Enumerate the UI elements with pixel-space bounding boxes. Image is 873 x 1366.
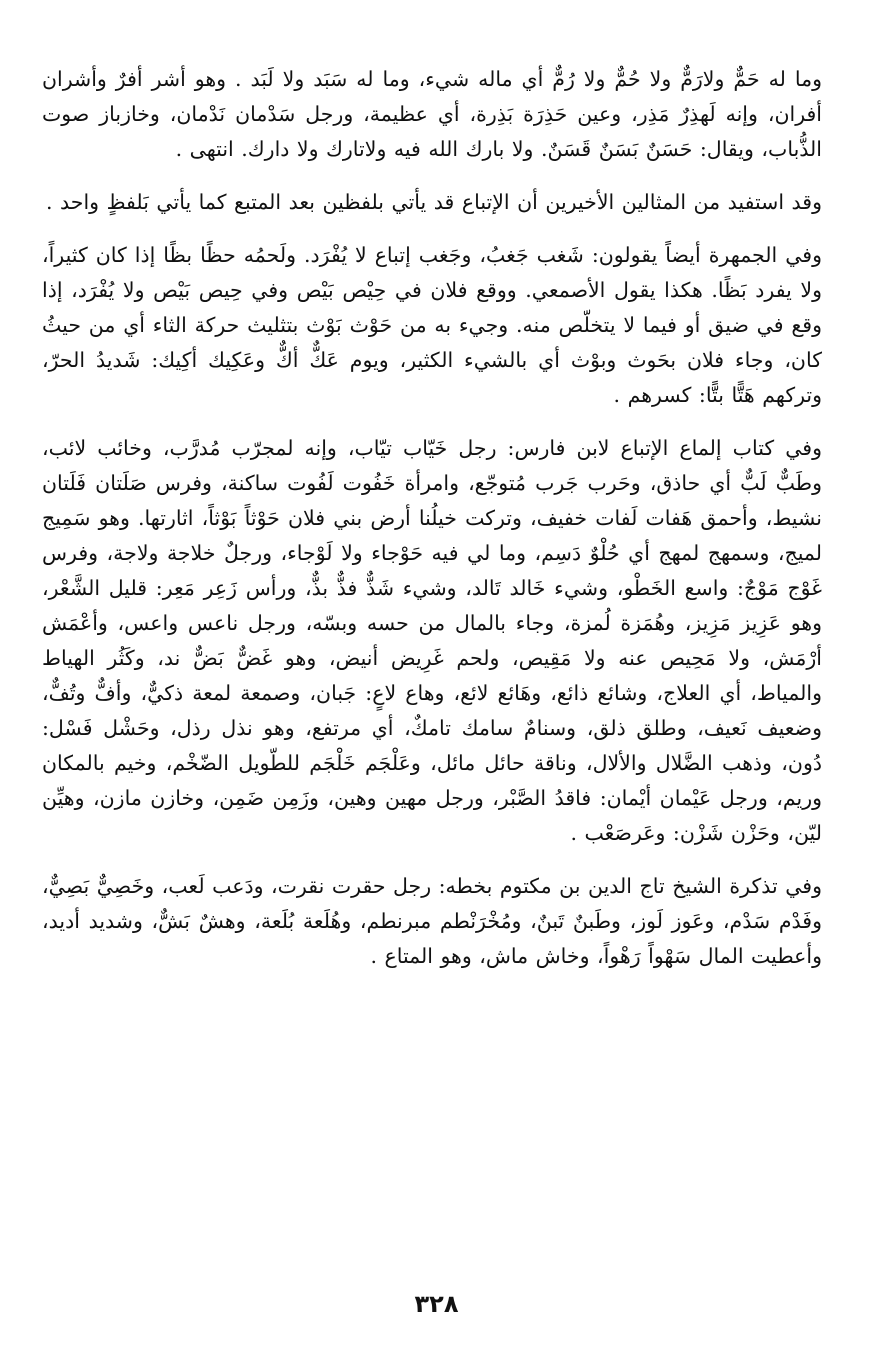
page-body xyxy=(42,62,822,992)
paragraph-5: وفي تذكرة الشيخ تاج الدين بن مكتوم بخطه: رجل حقرت نقرت، ودَعب لَعب، وخَصِيٌّ بَصِيٌّ، وفَدْم سَدْم، وعَوز لَوز، وطَبنٌ تَبنٌ، ومُخْرَنْطم مبرنطم، وهُلَعة بُلَعة، وهشٌ بَشٌّ، وشديد أديد، وأعطيت المال سَهْواً رَهْواً، وخاش ماش، وهو المتاع . xyxy=(42,874,822,968)
page-number: ٣٢٨ xyxy=(414,1290,459,1318)
paragraph-1: وما له حَمٌّ ولارَمٌّ ولا حُمٌّ ولا رُمٌّ أي ماله شيء، وما له سَبَد ولا لَبَد . وهو أشر أفرٌ وأشران أفران، وإنه لَهذِرٌ مَذِر، وعين حَذِرَة بَذِرة، أي عظيمة، ورجل سَدْمان نَدْمان، وخازباز صوت الذُّباب، ويقال: حَسَنٌ بَسَنٌ قَسَنٌ. ولا بارك الله فيه ولاتارك ولا دارك. انتهى . xyxy=(42,67,822,161)
paragraph-4: وفي كتاب إلماع الإتباع لابن فارس: رجل خَيّاب تيّاب، وإنه لمجرّب مُدرَّب، وخائب لائب، وطَبٌّ لَبٌّ أي حاذق، وحَرب جَرب مُتوجّع، وامرأة خَفُوت لَفُوت ساكنة، وفرس صَلَتان فَلَتان نشيط، وأحمق هَفات لَفات خفيف، وتركت خيلُنا أرض بني فلان حَوْثاً بَوْثاً، اثارتها. وهو سَمِيج لميج، وسمهج لمهج أي حُلْوٌ دَسِم، وما لي فيه حَوْجاء ولا لَوْجاء، ورجلٌ خلاجة ولاجة، وفرس غَوْج مَوْجٌ: واسع الخَطْو، وشيء خَالد تَالد، وشيء شَذٌّ فذٌّ بذٌّ، ورأس زَعِر مَعِر: قليل الشَّعْر، وهو عَزِيز مَزِيز، وهُمَزة لُمزة، وجاء بالمال من حسه وبسّه، ورجل ناعس واعس، وأعْمَش أرْمَش، ولا مَحِيص عنه ولا مَقِيص، ولحم غَرِيض أنيض، وهو غَضٌّ بَضٌّ ند، وكَثُر الهياط والمياط، أي العلاج، وشائع ذائع، وهَائع لائع، وهاع لاعٍ: جَبان، وصمعة لمعة ذكيٌّ، وأفٌّ وتُفٌّ، وضعيف نَعيف، وطلق ذلق، وسنامٌ سامك تامكٌ، أي مرتفع، وهو نذل رذل، وحَشْل فَسْل: دُون، وذهب الضَّلال والألال، وناقة حائل مائل، وعَلْجَم خَلْجَم للطّويل الضّخْم، وخيم بالمكان وريم، ورجل عَيْمان أيْمان: فاقدُ الصَّبْر، ورجل مهين وهين، وزَمِن ضَمِن، وخازن مازن، وهيِّن ليّن، وحَزْن شَزْن: وعَرصَعْب . xyxy=(42,436,822,845)
paragraph-2: وقد استفيد من المثالين الأخيرين أن الإتباع قد يأتي بلفظين بعد المتبع كما يأتي بَلفظٍ واحد . xyxy=(46,190,822,214)
paragraph-3: وفي الجمهرة أيضاً يقولون: شَغب جَغبُ، وجَغب إتباع لا يُفْرَد. ولَحمُه حظًا بظًا إذا كان كثيراً، ولا يفرد بَظًا. هكذا يقول الأصمعي. ووقع فلان في حِيْص بَيْص وفي حِيص بَيْص ولا يُفْرَد، إذا وقع في ضيق أو فيما لا يتخلّص منه. وجيء به من حَوْث بَوْث بتثليث حركة الثاء أي من حيثُ كان، وجاء فلان بحَوث وبوْث أي بالشيء الكثير، ويوم عَكٌّ أكٌّ وعَكِيك أكِيك: شَديدُ الحرّ، وتركهم هَتًّا بتًّا: كسرهم . xyxy=(42,243,822,407)
